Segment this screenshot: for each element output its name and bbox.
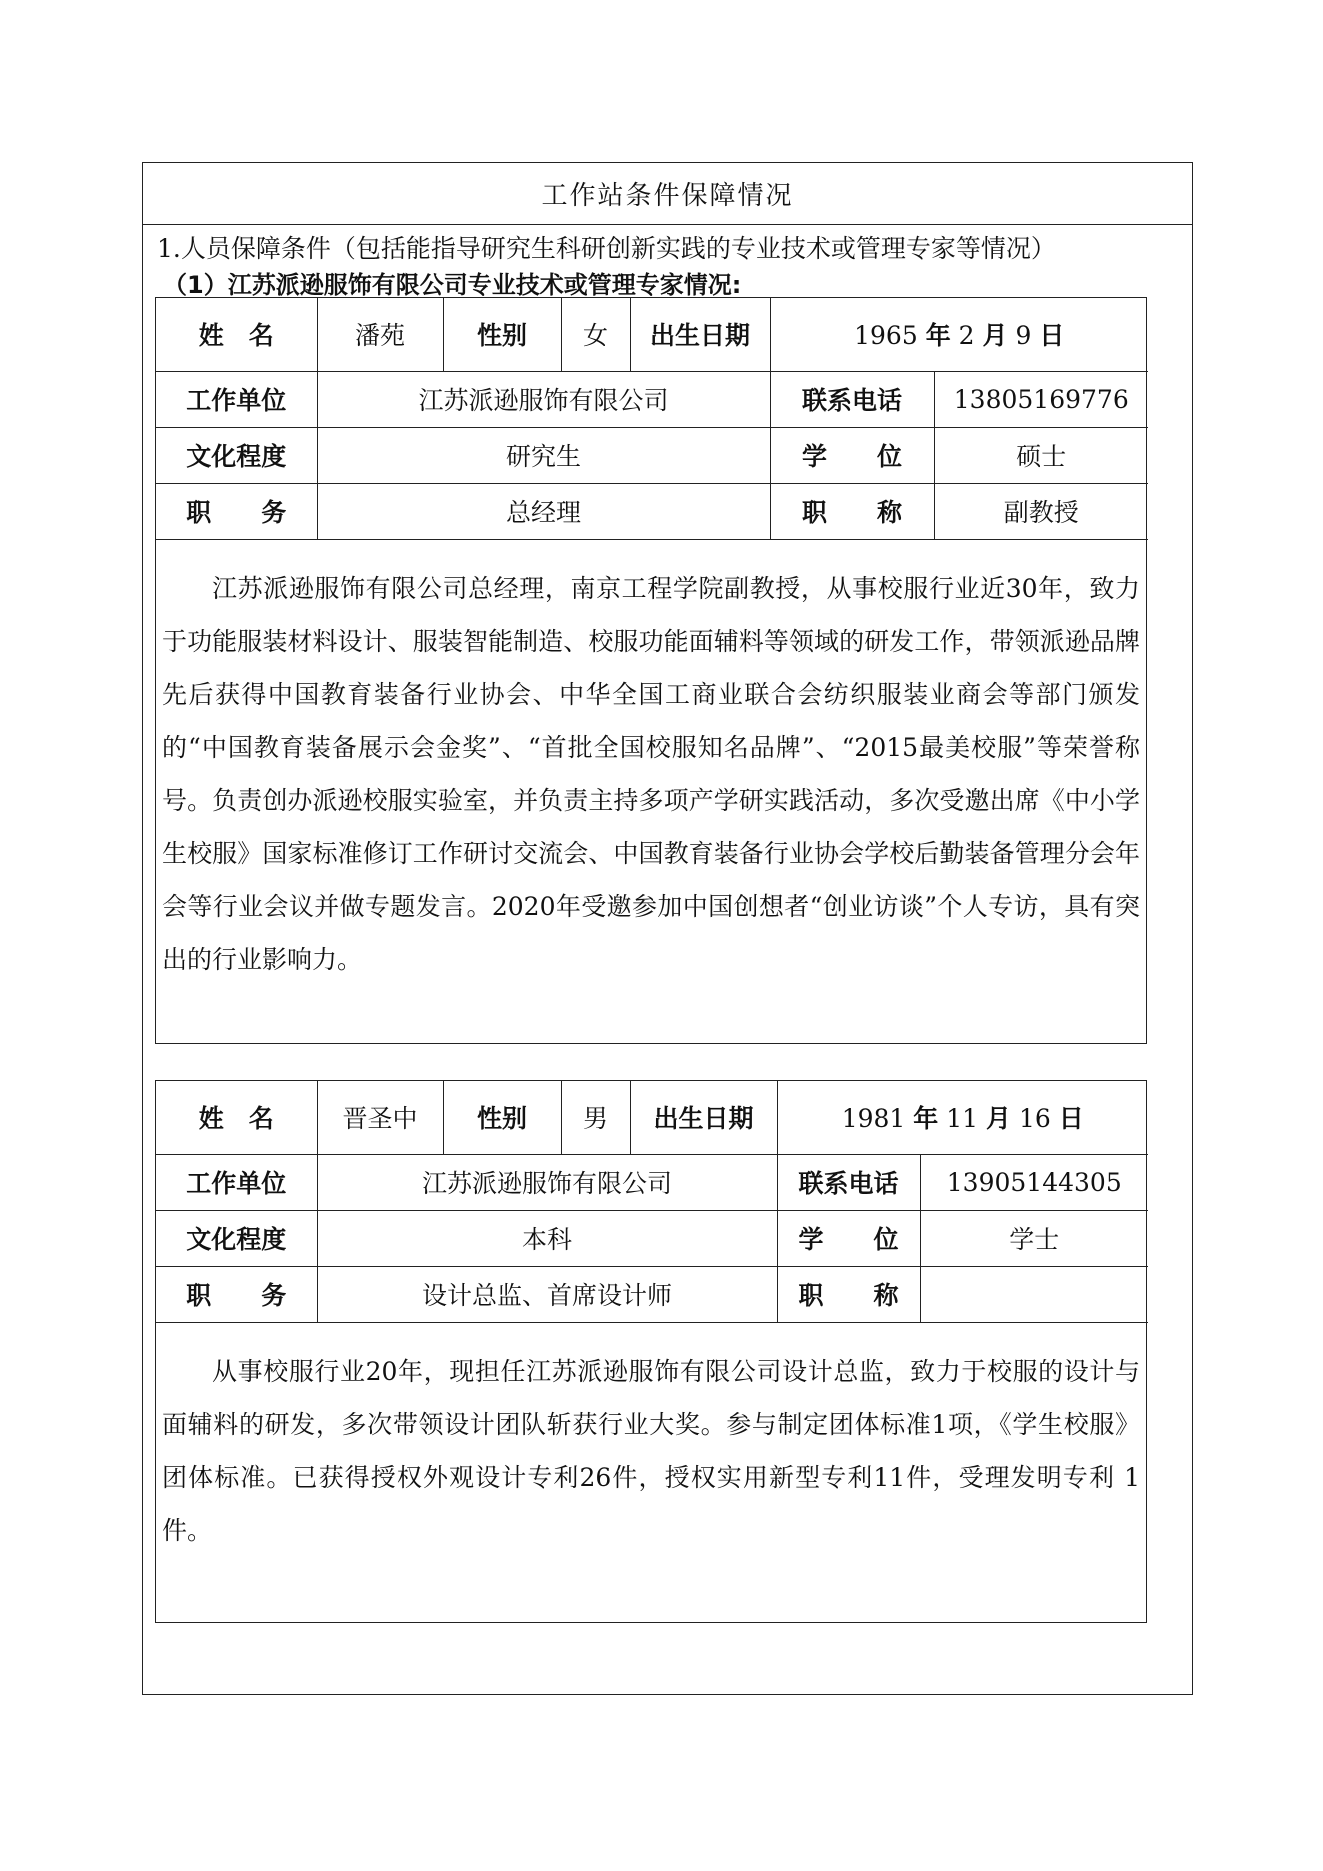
label-title: 职 称 [770, 483, 934, 539]
form-title: 工作站条件保障情况 [143, 163, 1192, 225]
label-degree: 学 位 [777, 1210, 920, 1266]
label-phone: 联系电话 [770, 371, 934, 427]
label-birth: 出生日期 [630, 298, 770, 371]
value-gender: 女 [561, 298, 630, 371]
birth-year: 1965 [854, 321, 918, 351]
birth-day: 9 [1015, 321, 1032, 351]
month-unit: 月 [986, 1104, 1012, 1134]
subsection-heading: （1）江苏派逊服饰有限公司专业技术或管理专家情况: [163, 271, 742, 299]
expert-bio: 江苏派逊服饰有限公司总经理，南京工程学院副教授，从事校服行业近30年，致力于功能服装材料设计、服装智能制造、校服功能面辅料等领域的研发工作，带领派逊品牌先后获得中国教育装备行业协会、中华全国工商业联合会纺织服装业商会等部门颁发的“中国教育装备展示会金奖”、“首批全国校服知名品牌”、“2015最美校服”等荣誉称号。负责创办派逊校服实验室，并负责主持多项产学研实践活动，多次受邀出席《中小学生校服》国家标准修订工作研讨交流会、中国教育装备行业协会学校后勤装备管理分会年会等行业会议并做专题发言。2020年受邀参加中国创想者“创业访谈”个人专访，具有突出的行业影响力。 [162, 573, 1140, 974]
label-education: 文化程度 [156, 1210, 317, 1266]
value-position: 设计总监、首席设计师 [317, 1266, 777, 1322]
value-degree: 硕士 [934, 427, 1148, 483]
value-education: 研究生 [317, 427, 770, 483]
value-title [920, 1266, 1148, 1322]
day-unit: 日 [1058, 1104, 1084, 1134]
expert-card-2 [155, 1080, 1147, 1623]
label-position: 职 务 [156, 483, 317, 539]
month-unit: 月 [982, 321, 1008, 351]
form-frame [142, 162, 1193, 1695]
label-gender: 性别 [443, 1081, 561, 1154]
year-unit: 年 [913, 1104, 939, 1134]
section-heading: 1.人员保障条件（包括能指导研究生科研创新实践的专业技术或管理专家等情况） [157, 234, 1056, 263]
label-unit: 工作单位 [156, 371, 317, 427]
label-title: 职 称 [777, 1266, 920, 1322]
value-phone: 13805169776 [934, 371, 1148, 427]
value-position: 总经理 [317, 483, 770, 539]
label-education: 文化程度 [156, 427, 317, 483]
label-name: 姓 名 [156, 1081, 317, 1154]
value-birth-date [770, 298, 1148, 371]
birth-month: 2 [958, 321, 975, 351]
year-unit: 年 [925, 321, 951, 351]
value-name: 潘苑 [317, 298, 443, 371]
label-phone: 联系电话 [777, 1154, 920, 1210]
value-unit: 江苏派逊服饰有限公司 [317, 1154, 777, 1210]
value-degree: 学士 [920, 1210, 1148, 1266]
label-birth: 出生日期 [630, 1081, 777, 1154]
value-education: 本科 [317, 1210, 777, 1266]
label-degree: 学 位 [770, 427, 934, 483]
label-gender: 性别 [443, 298, 561, 371]
value-unit: 江苏派逊服饰有限公司 [317, 371, 770, 427]
birth-day: 16 [1019, 1104, 1051, 1134]
value-title: 副教授 [934, 483, 1148, 539]
value-phone: 13905144305 [920, 1154, 1148, 1210]
value-gender: 男 [561, 1081, 630, 1154]
day-unit: 日 [1039, 321, 1065, 351]
value-birth-date [777, 1081, 1148, 1154]
birth-year: 1981 [841, 1104, 906, 1134]
expert-bio: 从事校服行业20年，现担任江苏派逊服饰有限公司设计总监，致力于校服的设计与面辅料的研发，多次带领设计团队斩获行业大奖。参与制定团体标准1项，《学生校服》团体标准。已获得授权外观设计专利26件，授权实用新型专利11件，受理发明专利 1 件。 [162, 1356, 1140, 1545]
birth-month: 11 [946, 1104, 979, 1134]
label-name: 姓 名 [156, 298, 317, 371]
label-unit: 工作单位 [156, 1154, 317, 1210]
value-name: 晋圣中 [317, 1081, 443, 1154]
expert-card-1 [155, 297, 1147, 1044]
label-position: 职 务 [156, 1266, 317, 1322]
